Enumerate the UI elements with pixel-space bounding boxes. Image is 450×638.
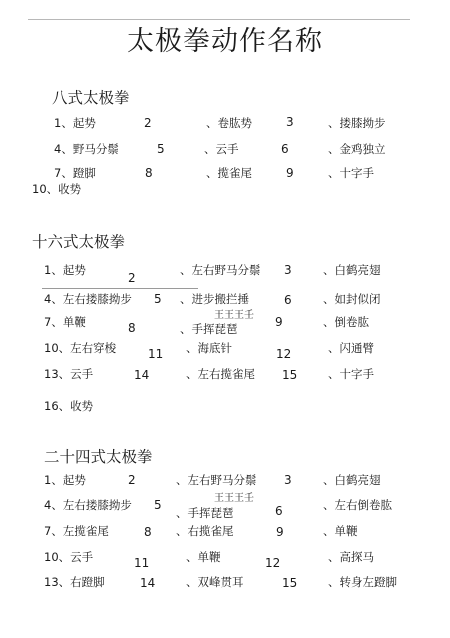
move-item: 、十字手: [328, 367, 374, 381]
move-item: 、转身左蹬脚: [328, 575, 397, 589]
move-item: 、金鸡独立: [328, 142, 386, 156]
move-number: 8: [145, 166, 153, 180]
move-item: 、单鞭: [186, 550, 221, 564]
move-number: 14: [134, 368, 150, 382]
move-number: 11: [148, 347, 164, 361]
move-number: 5: [154, 292, 162, 306]
move-item: 4、野马分鬃: [54, 142, 119, 156]
move-number: 3: [284, 473, 292, 487]
move-item: 、海底针: [186, 341, 232, 355]
move-item: 、左右野马分鬃: [180, 263, 261, 277]
move-item: 10、云手: [44, 550, 94, 564]
move-item: 10、左右穿梭: [44, 341, 117, 355]
move-number: 9: [276, 525, 284, 539]
move-number: 2: [128, 271, 136, 285]
move-item: 、高探马: [328, 550, 374, 564]
move-number: 8: [144, 525, 152, 539]
move-item: 、手挥琵琶: [180, 322, 238, 336]
section-heading-8-form: 八式太极拳: [52, 89, 130, 107]
move-number: 8: [128, 321, 136, 335]
move-item: 1、起势: [54, 116, 96, 130]
move-number: 3: [286, 115, 294, 129]
move-number: 14: [140, 576, 156, 590]
move-item: 、双峰贯耳: [186, 575, 244, 589]
move-item: 、进步搬拦捶: [180, 292, 249, 306]
move-number: 12: [265, 556, 281, 570]
move-item: 、手挥琵琶: [176, 506, 234, 520]
move-number: 6: [284, 293, 292, 307]
move-item: 、倒卷肱: [323, 315, 369, 329]
move-item: 、闪通臂: [328, 341, 374, 355]
overlay-text: 王王王壬: [214, 493, 254, 504]
move-number: 9: [275, 315, 283, 329]
move-item: 、如封似闭: [323, 292, 381, 306]
move-item: 13、云手: [44, 367, 94, 381]
top-divider: [28, 19, 410, 20]
move-item: 7、单鞭: [44, 315, 86, 329]
move-item: 、单鞭: [323, 524, 358, 538]
move-number: 2: [128, 473, 136, 487]
move-item: 、搂膝拗步: [328, 116, 386, 130]
move-number: 5: [154, 498, 162, 512]
move-number: 3: [284, 263, 292, 277]
page-title: 太极拳动作名称: [127, 26, 323, 57]
move-item: 1、起势: [44, 473, 86, 487]
move-item: 4、左右搂膝拗步: [44, 498, 132, 512]
move-item: 7、左揽雀尾: [44, 524, 109, 538]
move-number: 5: [157, 142, 165, 156]
move-item: 、白鹤亮翅: [323, 263, 381, 277]
move-item: 16、收势: [44, 399, 94, 413]
move-number: 2: [144, 116, 152, 130]
move-item: 、云手: [204, 142, 239, 156]
move-item: 13、右蹬脚: [44, 575, 105, 589]
section-heading-16-form: 十六式太极拳: [32, 233, 126, 251]
move-number: 11: [134, 556, 150, 570]
move-item: 、右揽雀尾: [176, 524, 234, 538]
overlay-text: 王王王壬: [214, 310, 254, 321]
divider-line: [42, 288, 198, 289]
move-number: 6: [275, 504, 283, 518]
move-number: 15: [282, 368, 298, 382]
move-item: 、十字手: [328, 166, 374, 180]
move-item: 、卷肱势: [206, 116, 252, 130]
move-item: 、白鹤亮翅: [323, 473, 381, 487]
move-number: 6: [281, 142, 289, 156]
move-item: 、左右揽雀尾: [186, 367, 255, 381]
move-number: 15: [282, 576, 298, 590]
move-number: 9: [286, 166, 294, 180]
move-item: 、左右野马分鬃: [176, 473, 257, 487]
move-item: 7、蹬脚: [54, 166, 96, 180]
section-heading-24-form: 二十四式太极拳: [44, 448, 153, 466]
move-item: 、揽雀尾: [206, 166, 252, 180]
move-item: 1、起势: [44, 263, 86, 277]
move-item: 、左右倒卷肱: [323, 498, 392, 512]
move-item: 4、左右搂膝拗步: [44, 292, 132, 306]
move-item: 10、收势: [32, 182, 82, 196]
move-number: 12: [276, 347, 292, 361]
